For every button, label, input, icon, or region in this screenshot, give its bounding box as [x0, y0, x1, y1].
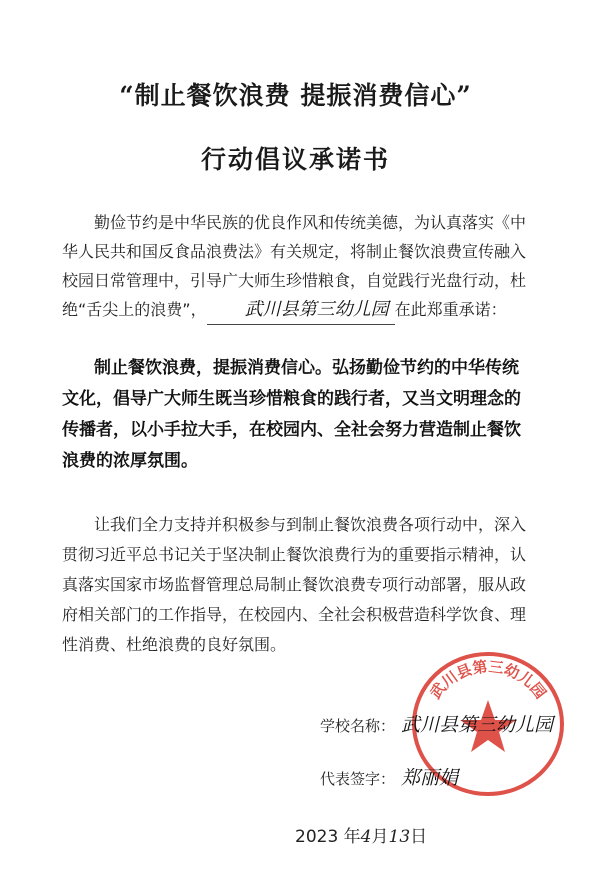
- paragraph-intro-tail: 在此郑重承诺：: [394, 300, 507, 319]
- seal-text: 武川县第三幼儿园: [426, 657, 550, 703]
- title-line-1: “制止餐饮浪费 提振消费信心”: [119, 81, 472, 110]
- title-line-2: 行动倡议承诺书: [200, 145, 390, 174]
- school-name-handwritten: 武川县第三幼儿园: [207, 295, 395, 325]
- representative-signature-row: [320, 763, 458, 790]
- date: [295, 822, 427, 847]
- school-label: 学校名称：: [320, 717, 396, 735]
- date-year: 2023: [295, 827, 339, 847]
- paragraph-commitment: 制止餐饮浪费，提振消费信心。弘扬勤俭节约的中华传统文化，倡导广大师生既当珍惜粮食的践行者，又当文明理念的传播者，以小手拉大手，在校园内、全社会努力营造制止餐饮浪费的浓厚氛围。: [62, 358, 521, 471]
- date-month-suffix: 月: [371, 827, 389, 847]
- date-day: 13: [388, 827, 411, 847]
- school-signature-row: [320, 710, 553, 737]
- date-month: 4: [360, 827, 372, 847]
- rep-signature-handwritten: 郑丽娟: [401, 767, 459, 789]
- paragraph-intro: [62, 208, 532, 325]
- paragraph-intro-text: 勤俭节约是中华民族的优良作风和传统美德，为认真落实《中华人民共和国反食品浪费法》有关规定，将制止餐饮浪费宣传融入校园日常管理中，引导广大师生珍惜粮食，自觉践行光盘行动，杜绝“舌尖上的浪费”，: [62, 213, 527, 319]
- rep-label: 代表签字：: [320, 770, 396, 788]
- paragraph-action: 让我们全力支持并积极参与到制止餐饮浪费各项行动中，深入贯彻习近平总书记关于坚决制止餐饮浪费行为的重要指示精神，认真落实国家市场监督管理总局制止餐饮浪费专项行动部署，服从政府相关部门的工作指导，在校园内、全社会积极营造科学饮食、理性消费、杜绝浪费的良好氛围。: [62, 515, 527, 654]
- school-value-handwritten: 武川县第三幼儿园: [401, 714, 554, 736]
- date-year-suffix: 年: [343, 827, 361, 847]
- date-day-suffix: 日: [410, 827, 428, 847]
